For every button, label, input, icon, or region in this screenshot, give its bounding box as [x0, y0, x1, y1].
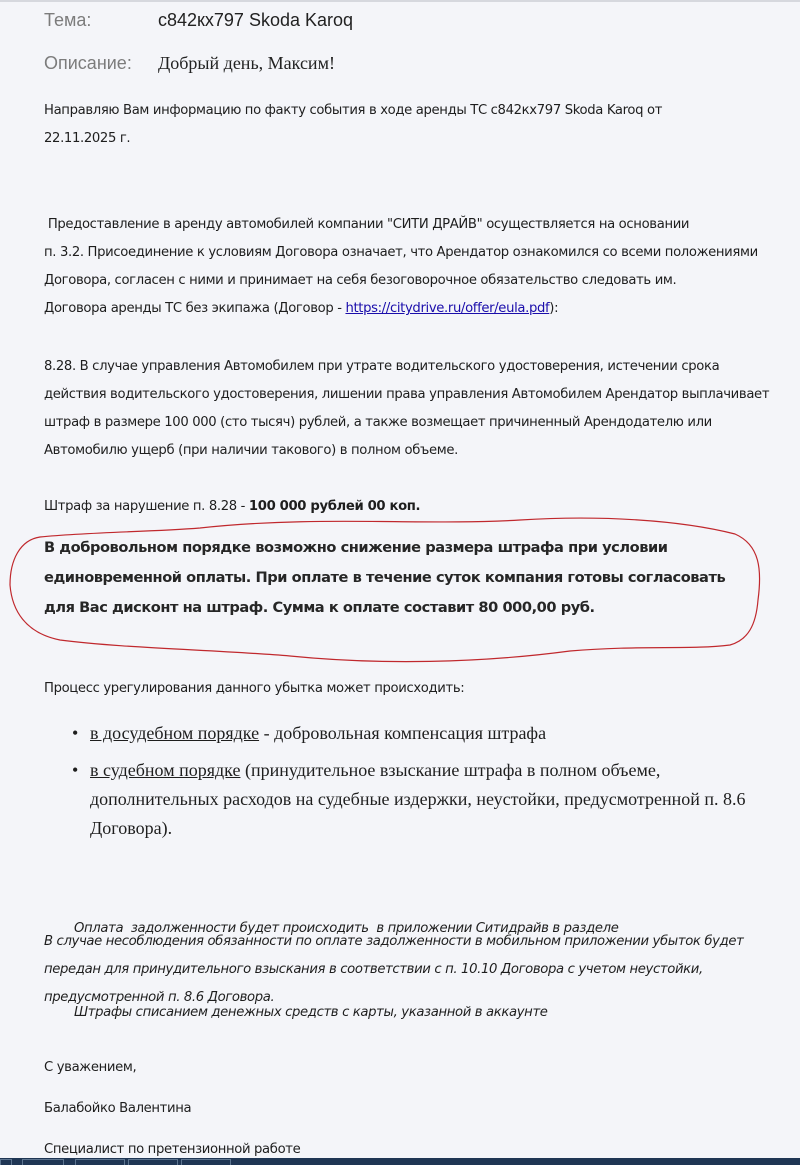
- signature-closing: С уважением,: [44, 1060, 137, 1075]
- signature-name: Балабойко Валентина: [44, 1101, 192, 1116]
- description-label: Описание:: [44, 53, 132, 73]
- payment-line-1: Оплата задолженности будет происходить в приложении Ситидрайв в разделе: [74, 921, 619, 936]
- taskbar-item[interactable]: [181, 1159, 231, 1165]
- clause-3-2: п. 3.2. Присоединение к условиям Договора означает, что Арендатор ознакомился со всеми положениями Договора, согласен с ними и принимает на себя безоговорочное обязательство следовать им.: [44, 245, 758, 288]
- provision-line-1: Предоставление в аренду автомобилей компании "СИТИ ДРАЙВ" осуществляется на основании: [44, 217, 690, 232]
- fine-prefix: Штраф за нарушение п. 8.28 -: [44, 499, 249, 514]
- provision-suffix: ):: [549, 301, 559, 316]
- pretrial-desc: - добровольная компенсация штрафа: [259, 723, 547, 743]
- intro-line-1: Направляю Вам информацию по факту события в ходе аренды ТС с842кх797 Skoda Karoq от: [44, 103, 663, 118]
- judicial-desc: (принудительное взыскание штрафа в полном объеме, дополнительных расходов на судебные издержки, неустойки, предусмотренной п. 8.6 Договора).: [90, 760, 746, 838]
- window-top-border: [0, 0, 800, 2]
- taskbar-item[interactable]: [128, 1159, 178, 1165]
- bullet-icon: •: [72, 723, 79, 743]
- payment-line-2: Штрафы списанием денежных средств с карты, указанной в аккаунте: [74, 1005, 548, 1020]
- intro-paragraph: [44, 97, 774, 153]
- provision-line-2: [44, 295, 774, 323]
- subject-label: Тема:: [44, 10, 92, 30]
- description-value: Добрый день, Максим!: [158, 53, 335, 73]
- settlement-options-list: [72, 719, 792, 843]
- pretrial-label: в досудебном порядке: [90, 723, 260, 743]
- intro-line-2: 22.11.2025 г.: [44, 131, 131, 146]
- taskbar-item[interactable]: [0, 1159, 12, 1165]
- settlement-intro: Процесс урегулирования данного убытка может происходить:: [44, 681, 465, 696]
- provision-prefix: Договора аренды ТС без экипажа (Договор -: [44, 301, 346, 316]
- discount-offer: В добровольном порядке возможно снижение размера штрафа при условии единовременной оплаты. При оплате в течение суток компания готовы согласовать для Вас дисконт на штраф. Сумма к оплате составит 80 000,00 руб.: [44, 539, 726, 616]
- taskbar-item[interactable]: [75, 1159, 125, 1165]
- nonpayment-warning: В случае несоблюдения обязанности по оплате задолженности в мобильном приложении убыток будет передан для принудительного взыскания в соответствии с п. 10.10 Договора с учетом неустойки, предусмотренной п. 8.6 Договора.: [44, 934, 744, 1005]
- taskbar-item[interactable]: [22, 1159, 64, 1165]
- settlement-option-pretrial: [72, 719, 792, 748]
- signature-title: Специалист по претензионной работе: [44, 1142, 301, 1157]
- fine-line: [44, 493, 774, 521]
- judicial-label: в судебном порядке: [90, 760, 241, 780]
- settlement-option-judicial: [72, 756, 790, 843]
- fine-amount: 100 000 рублей 00 коп.: [248, 499, 421, 514]
- contract-link[interactable]: https://citydrive.ru/offer/eula.pdf: [345, 301, 550, 316]
- taskbar: [0, 1158, 800, 1165]
- bullet-icon: •: [72, 760, 79, 780]
- clause-8-28: 8.28. В случае управления Автомобилем при утрате водительского удостоверения, истечении срока действия водительского удостоверения, лишении права управления Автомобилем Арендатор выплачивает штраф в размере 100 000 (сто тысяч) рублей, а также возмещает причиненный Арендодателю или Автомобилю ущерб (при наличии такового) в полном объеме.: [44, 359, 770, 458]
- subject-value: с842кх797 Skoda Karoq: [158, 10, 354, 30]
